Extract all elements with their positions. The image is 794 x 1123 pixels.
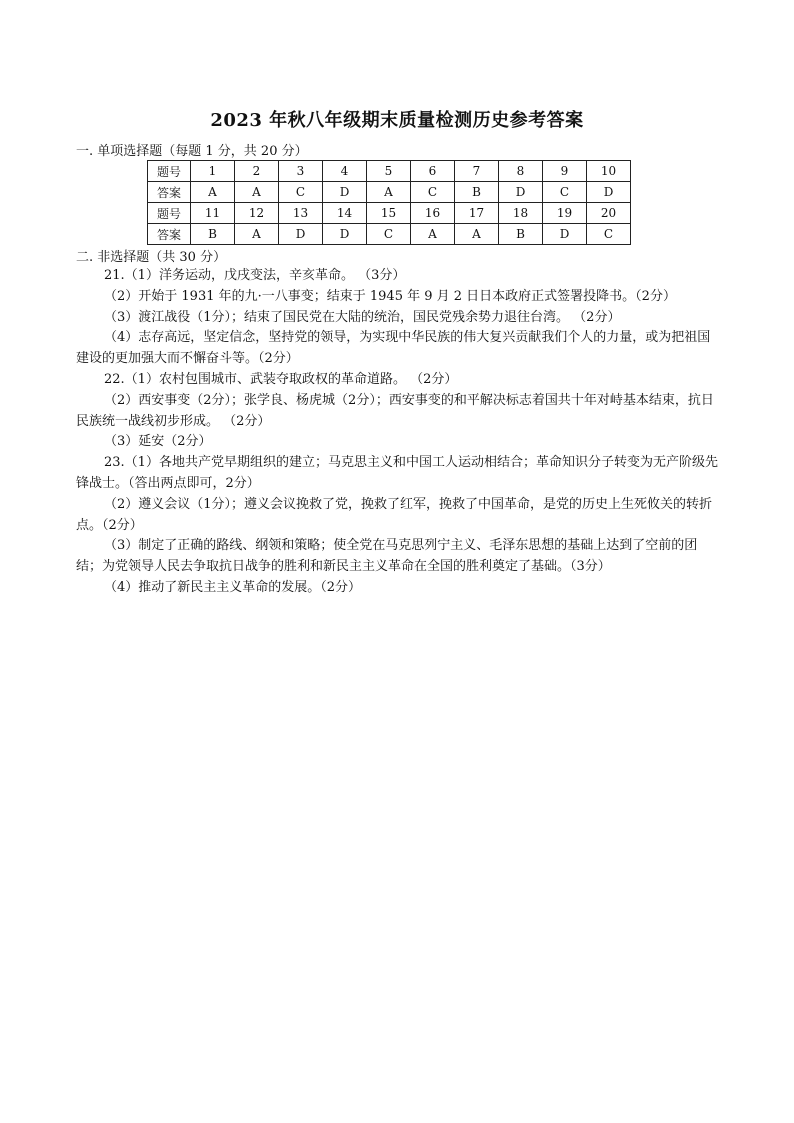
table-cell: D: [323, 224, 367, 245]
table-row-answers-2: [148, 224, 631, 245]
table-row-answers-1: [148, 182, 631, 203]
table-cell: D: [499, 182, 543, 203]
table-cell: 17: [455, 203, 499, 224]
table-cell: C: [543, 182, 587, 203]
table-cell: A: [367, 182, 411, 203]
table-cell: 6: [411, 161, 455, 182]
answer-paragraph: 21.（1）洋务运动，戊戌变法，辛亥革命。 （3分）: [104, 268, 406, 283]
table-cell: C: [367, 224, 411, 245]
table-cell: 19: [543, 203, 587, 224]
table-cell: 18: [499, 203, 543, 224]
section2-heading: 二. 非选择题（共 30 分）: [76, 250, 227, 265]
answer-paragraph: （3）渡江战役（1分）；结束了国民党在大陆的统治，国民党残余势力退往台湾。 （2分）: [104, 309, 621, 325]
answer-table: [147, 160, 631, 245]
table-cell: A: [191, 182, 235, 203]
table-cell: 14: [323, 203, 367, 224]
table-cell: 4: [323, 161, 367, 182]
table-cell: A: [235, 182, 279, 203]
table-cell: 11: [191, 203, 235, 224]
answer-body: [76, 266, 722, 599]
table-cell: A: [411, 224, 455, 245]
page-title: 2023 年秋八年级期末质量检测历史参考答案: [210, 110, 584, 131]
row-label: 题号: [148, 203, 191, 224]
table-cell: 8: [499, 161, 543, 182]
table-cell: 5: [367, 161, 411, 182]
table-cell: 2: [235, 161, 279, 182]
table-cell: 7: [455, 161, 499, 182]
table-cell: B: [455, 182, 499, 203]
answer-paragraph: 23.（1）各地共产党早期组织的建立；马克思主义和中国工人运动相结合；革命知识分子转变为无产阶级先锋战士。（答出两点即可，2分）: [76, 455, 718, 491]
table-row-questions-2: [148, 203, 631, 224]
table-cell: B: [499, 224, 543, 245]
table-cell: A: [455, 224, 499, 245]
section1-heading: 一. 单项选择题（每题 1 分，共 20 分）: [76, 144, 308, 159]
table-cell: D: [279, 224, 323, 245]
answer-paragraph: （2）西安事变（2分）；张学良、杨虎城（2分）；西安事变的和平解决标志着国共十年对峙基本结束，抗日民族统一战线初步形成。 （2分）: [76, 392, 714, 429]
row-label: 题号: [148, 161, 191, 182]
table-cell: D: [587, 182, 631, 203]
table-cell: C: [411, 182, 455, 203]
table-cell: 1: [191, 161, 235, 182]
table-cell: D: [543, 224, 587, 245]
table-cell: 9: [543, 161, 587, 182]
answer-paragraph: （2）开始于 1931 年的九·一八事变；结束于 1945 年 9 月 2 日日本政府正式签署投降书。（2分）: [104, 288, 676, 304]
table-cell: 20: [587, 203, 631, 224]
table-row-questions-1: [148, 161, 631, 182]
answer-paragraph: （4）志存高远，坚定信念，坚持党的领导，为实现中华民族的伟大复兴贡献我们个人的力量，或为把祖国建设的更加强大而不懈奋斗等。（2分）: [76, 330, 711, 367]
table-cell: C: [279, 182, 323, 203]
table-cell: 13: [279, 203, 323, 224]
table-cell: 3: [279, 161, 323, 182]
table-cell: 12: [235, 203, 279, 224]
table-cell: C: [587, 224, 631, 245]
answer-paragraph: （4）推动了新民主主义革命的发展。（2分）: [104, 579, 362, 595]
table-cell: D: [323, 182, 367, 203]
table-cell: B: [191, 224, 235, 245]
table-cell: 15: [367, 203, 411, 224]
row-label: 答案: [148, 224, 191, 245]
answer-paragraph: （3）制定了正确的路线、纲领和策略；使全党在马克思列宁主义、毛泽东思想的基础上达到了空前的团结；为党领导人民去争取抗日战争的胜利和新民主主义革命在全国的胜利奠定了基础。（3分）: [76, 538, 698, 575]
table-cell: A: [235, 224, 279, 245]
answer-paragraph: （3）延安（2分）: [104, 434, 212, 450]
table-cell: 10: [587, 161, 631, 182]
answer-paragraph: 22.（1）农村包围城市、武装夺取政权的革命道路。 （2分）: [104, 371, 458, 387]
row-label: 答案: [148, 182, 191, 203]
table-cell: 16: [411, 203, 455, 224]
answer-paragraph: （2）遵义会议（1分）；遵义会议挽救了党，挽救了红军，挽救了中国革命，是党的历史上生死攸关的转折点。（2分）: [76, 496, 713, 533]
